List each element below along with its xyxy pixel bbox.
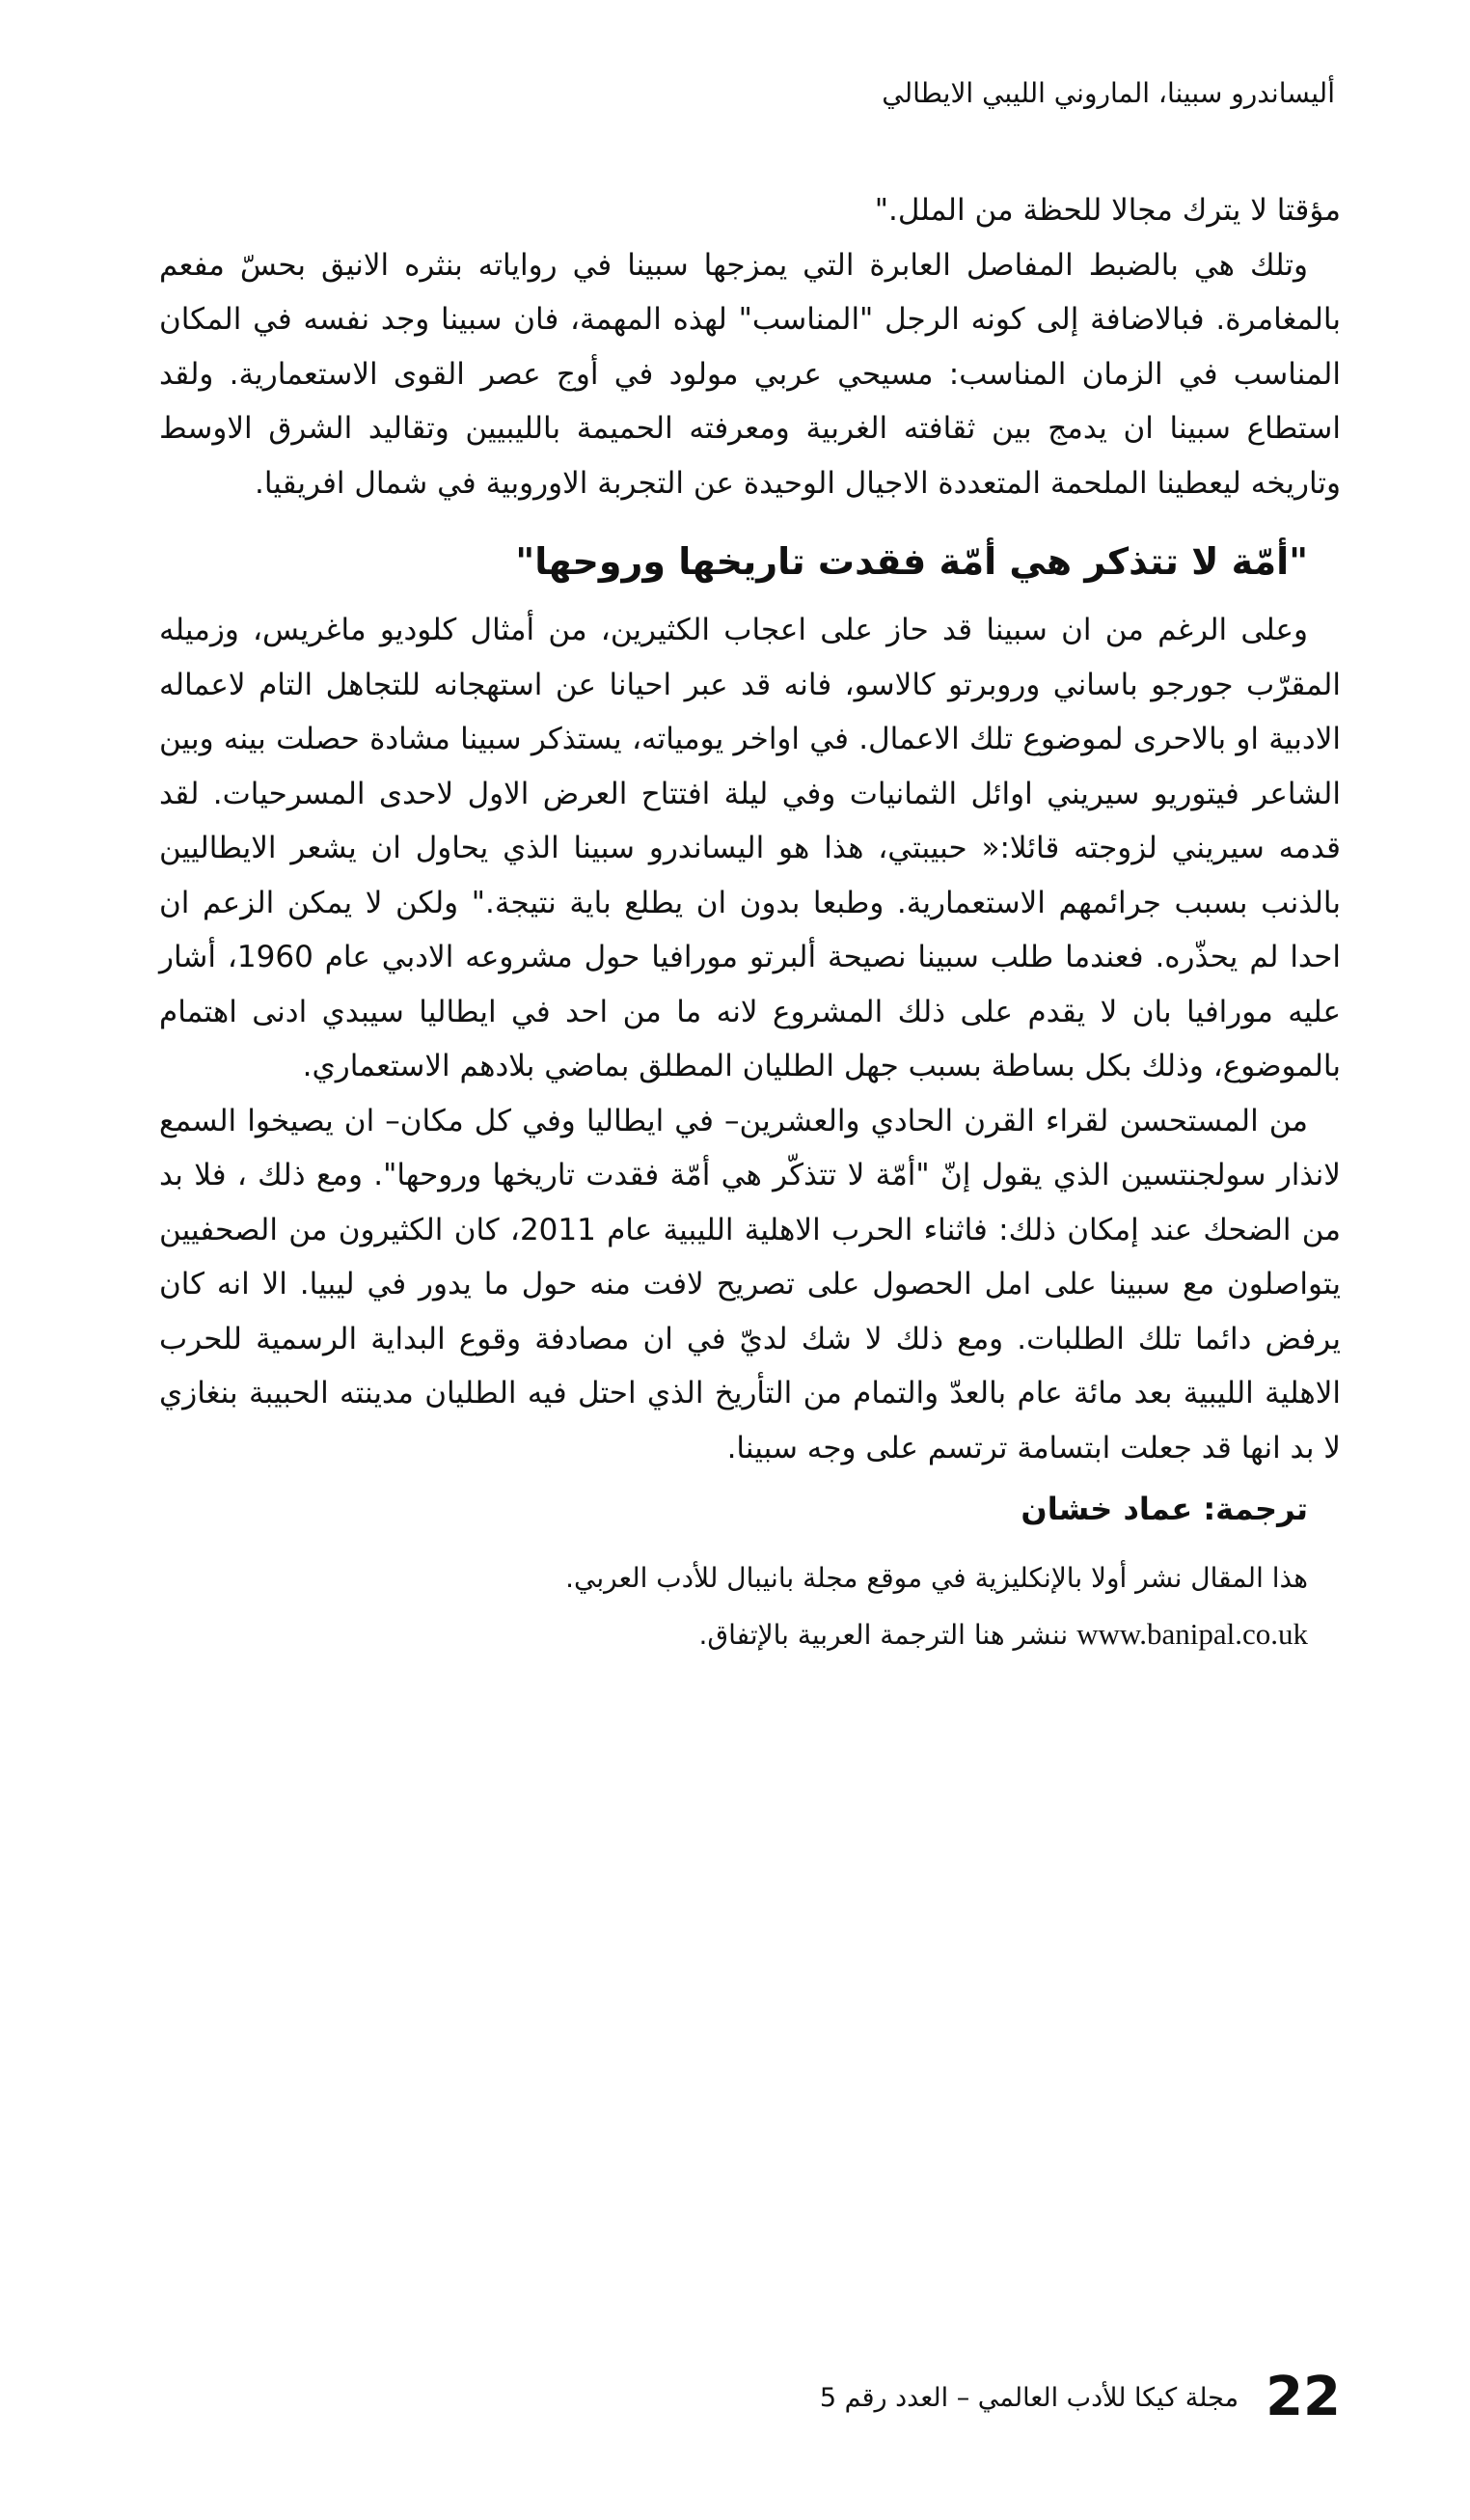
article-paragraph: وتلك هي بالضبط المفاصل العابرة التي يمزجها سبينا في رواياته بنثره الانيق بحسّ مفعم بالمغامرة. فبالاضافة إلى كونه الرجل "المناسب" لهذه المهمة، فان سبينا وجد نفسه في المكان المناسب في الزمان المناسب: مسيحي عربي مولود في أوج عصر القوى الاستعمارية. ولقد استطاع سبينا ان يدمج بين ثقافته الغربية ومعرفته الحميمة بالليبيين وتقاليد الشرق الاوسط وتاريخه ليعطينا الملحمة المتعددة الاجيال الوحيدة عن التجربة الاوروبية في شمال افريقيا. xyxy=(159,247,1341,501)
publication-note-line: هذا المقال نشر أولا بالإنكليزية في موقع مجلة بانيبال للأدب العربي. xyxy=(565,1562,1308,1594)
article-body xyxy=(159,183,1341,1663)
publication-note-line xyxy=(159,1606,1308,1663)
article-paragraph: من المستحسن لقراء القرن الحادي والعشرين– في ايطاليا وفي كل مكان– ان يصيخوا السمع لانذار سولجنتسين الذي يقول إنّ "أمّة لا تتذكّر هي أمّة فقدت تاريخها وروحها". ومع ذلك ، فلا بد من الضحك عند إمكان ذلك: فاثناء الحرب الاهلية الليبية عام 2011، كان الكثيرون من الصحفيين يتواصلون مع سبينا على امل الحصول على تصريح لافت منه حول ما يدور في ليبيا. الا انه كان يرفض دائما تلك الطلبات. ومع ذلك لا شك لديّ في ان مصادفة وقوع البداية الرسمية للحرب الاهلية الليبية بعد مائة عام بالعدّ والتمام من التأريخ الذي احتل فيه الطليان مدينته الحبيبة بنغازي لا بد انها قد جعلت ابتسامة ترتسم على وجه سبينا. xyxy=(159,1103,1341,1465)
page-footer xyxy=(733,2359,1341,2436)
magazine-title: مجلة كيكا للأدب العالمي – العدد رقم 5 xyxy=(819,2382,1239,2413)
article-paragraph: مؤقتا لا يترك مجالا للحظة من الملل." xyxy=(874,193,1341,228)
page-number: 22 xyxy=(1266,2366,1341,2428)
source-url: www.banipal.co.uk xyxy=(1076,1617,1308,1651)
running-header: أليساندرو سبينا، الماروني الليبي الايطالي xyxy=(882,77,1335,109)
translator-credit: ترجمة: عماد خشان xyxy=(1021,1491,1308,1527)
publication-note-text: ننشر هنا الترجمة العربية بالإتفاق. xyxy=(698,1619,1069,1651)
section-heading: "أمّة لا تتذكر هي أمّة فقدت تاريخها وروحها" xyxy=(515,540,1308,583)
article-paragraph: وعلى الرغم من ان سبينا قد حاز على اعجاب الكثيرين، من أمثال كلوديو ماغريس، وزميله المقرّب جورجو باساني وروبرتو كالاسو، فانه قد عبر احيانا عن استهجانه للتجاهل التام لاعماله الادبية او بالاحرى لموضوع تلك الاعمال. في اواخر يومياته، يستذكر سبينا مشادة حصلت بينه وبين الشاعر فيتوريو سيريني اوائل الثمانيات وفي ليلة افتتاح العرض الاول لاحدى المسرحيات. لقد قدمه سيريني لزوجته قائلا:« حبيبتي، هذا هو اليساندرو سبينا الذي يحاول ان يشعر الايطاليين بالذنب بسبب جرائمهم الاستعمارية. وطبعا بدون ان يطلع باية نتيجة." ولكن لا يمكن الزعم ان احدا لم يحذّره. فعندما طلب سبينا نصيحة ألبرتو مورافيا حول مشروعه الادبي عام 1960، أشار عليه مورافيا بان لا يقدم على ذلك المشروع لانه ما من احد في ايطاليا سيبدي ادنى اهتمام بالموضوع، وذلك بكل بساطة بسبب جهل الطليان المطلق بماضي بلادهم الاستعماري. xyxy=(159,613,1341,1083)
publication-note xyxy=(159,1550,1341,1663)
